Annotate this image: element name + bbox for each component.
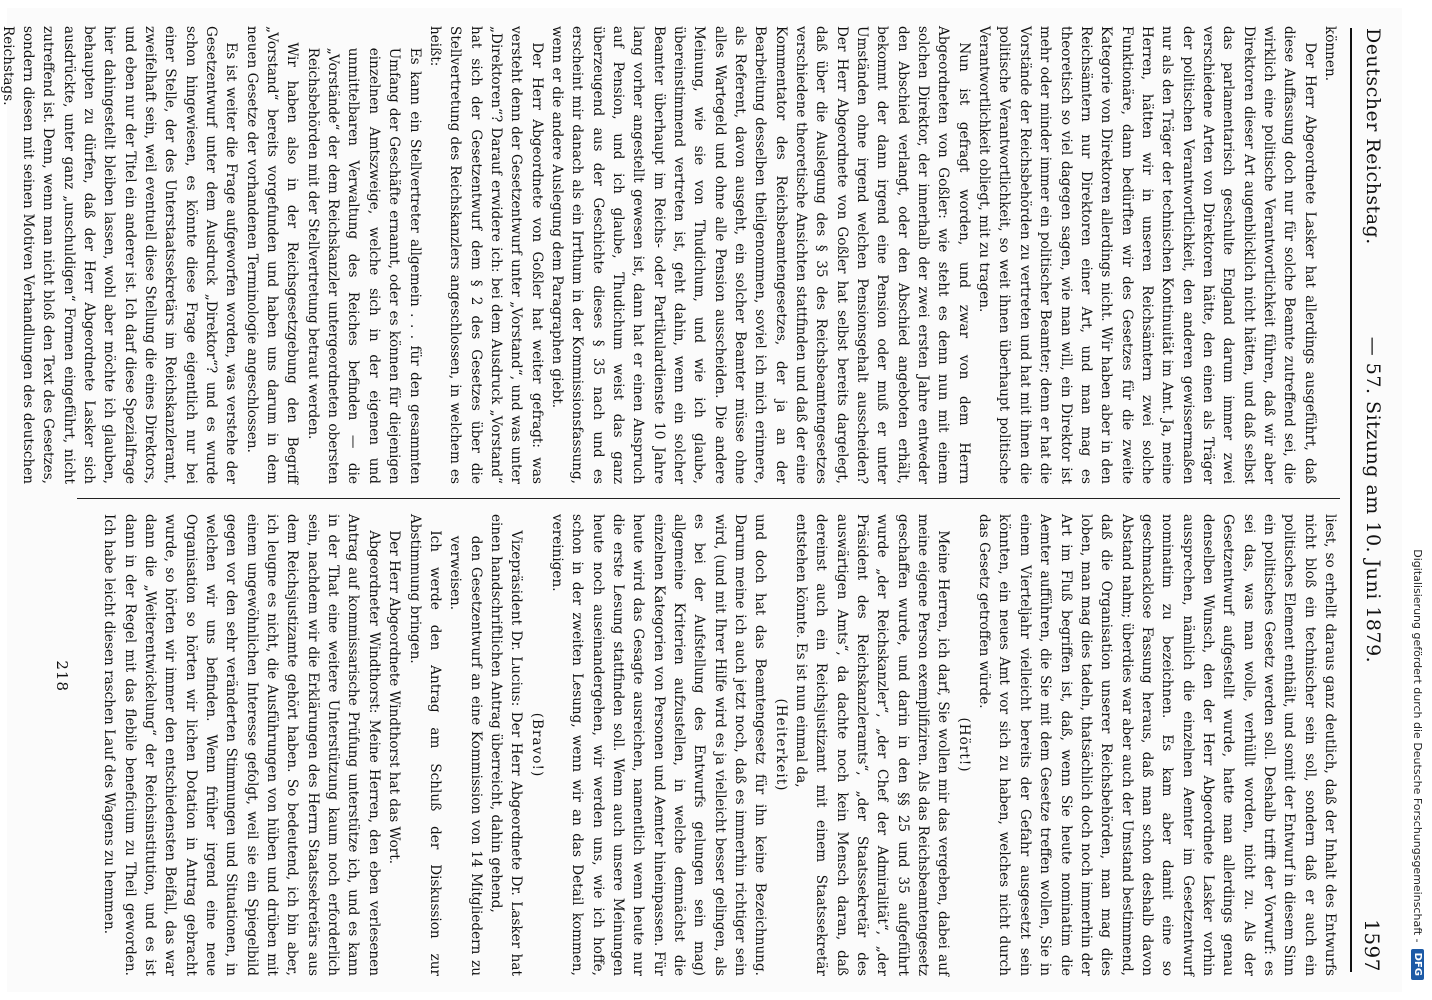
quoted-paragraph: Es kann ein Stellvertreter allgemein . . . für den gesammten Umfang der Geschäfte ernannt, oder es können für diejenigen einzelnen Amtszweige, welche sich in der eigenen und unmittelbaren Verwaltung des Reiches befinden — die „Vorstände“ der dem Reichskanzler untergeordneten obersten Reichsbehörden mit der Stellvertretung betraut werden. [304,47,423,484]
scanned-page [0,8,1402,992]
paragraph: Meine Herren, ich darf, Sie wollen mir das vergeben, dabei auf meine eigene Person exemplifiziren. Als das Reichsbeamtengesetz geschaffen wurde, und darin in den §§ 25 und 35 aufgeführt wurde „der Reichskanzler“, „der Chef der Admiralität“, „der Präsident des Reichskanzleramts“, „der Staatssekretär des auswärtigen Amts“, da dachte noch kein Mensch daran, daß dereinst auch ein Reichsjustizamt mit einem Staatssekretär entstehen könnte. Es ist nun einmal da, [793,514,952,976]
paragraph: Ich werde den Antrag am Schluß der Diskussion zur Abstimmung bringen. [406,514,443,976]
paragraph: Der Herr Abgeordnete Windthorst hat das Wort. [386,530,403,865]
paragraph: Nun ist gefragt worden, und zwar von dem Herrn Abgeordneten von Goßler: wie steht es denn nun mit einem solchen Direktor, der innerhalb der zwei ersten Jahre entweder den Abschied verlangt, oder den Abschied angeboten erhält, bekommt der dann irgend eine Pension oder muß er unter Umständen ohne irgend welchen Pensionsgehalt ausscheiden? Der Herr Abgeordnete von Goßler hat selbst bereits dargelegt, daß über die Auslegung des § 35 des Reichsbeamtengesetzes verschiedene theoretische Ansichten stattfinden und daß der eine Kommentator des Reichsbeamtengesetzes, der ja an der Bearbeitung desselben theilgenommen, soviel ich mich erinnere, als Referent, davon ausgeht, ein solcher Beamter müsse ohne alles Wartegeld und ohne alle Pension ausscheiden. Die andere Meinung, wie sie von Thudichum, und wie ich glaube, übereinstimmend vertreten ist, geht dahin, wenn ein solcher Beamter überhaupt im Reichs- oder Partikulardienste 10 Jahre lang vorher angestellt gewesen ist, dann hat er einen Anspruch auf Pension, und ich glaube, Thudichum weist das ganz überzeugend aus der Geschichte dieses § 35 nach und es erscheint mir danach als ein Irrthum in der Kommissionsfassung, wenn er die andere Auslegung dem Paragraphen giebt. [548,26,972,484]
paragraph: Wir haben also in der Reichsgesetzgebung den Begriff „Vorstand“ bereits vorgefunden und haben uns darum in dem neuen Gesetze der vorhandenen Terminologie angeschlossen. [243,26,301,484]
header-publication: Deutscher Reichstag. [1362,28,1384,245]
header-session: — 57. Sitzung am 10. Juni 1879. [1362,336,1384,664]
dfg-logo: DFG [1411,949,1424,980]
paragraph: Der Herr Abgeordnete Lasker hat allerdings ausgeführt, daß diese Auffassung doch nur für solche Beamte zutreffend sei, die wirklich eine politische Verantwortlichkeit führen, daß wir aber Direktoren dieser Art augenblicklich nicht hätten, und daß selbst das parlamentarisch geschulte England darum immer zwei verschiedene Arten von Direktoren hätte, den einen als Träger der politischen Verantwortlichkeit, den anderen gewissermaßen nur als den Träger der technischen Kontinuität im Amt. Ja, meine Herren, hätten wir in unseren Reichsämtern zwei solche Funktionäre, dann bedürften wir des Gesetzes für die zweite Kategorie von Direktoren allerdings nicht. Wir haben aber in den Reichsämtern nur Direktoren einer Art, und man mag es theoretisch so viel dagegen sagen, wie man will, ein Direktor ist mehr oder minder immer ein politischer Beamter; denn er hat die Vorstände der Reichsbehörden zu vertreten und hat mit ihnen die politische Verantwortlichkeit, so weit ihnen überhaupt politische Verantwortlichkeit obliegt, mit zu tragen. [976,26,1318,484]
page-number: 1597 [1360,919,1384,972]
header-rule [1350,28,1352,972]
credit-text: Digitalisierung gefördert durch die Deutsche Forschungsgemeinschaft - [1411,549,1424,943]
interjection: (Bravo!) [528,712,545,778]
paragraph: und doch hat das Beamtengesetz für ihn keine Bezeichnung. Darum meine ich auch jetzt noch, daß es immerhin richtiger sein wird, (und mit Ihrer Hilfe wird es ja vielleicht besser gelingen, als es bei der Aufstellung des Entwurfs gelungen sein mag) allgemeine Kriterien aufzustellen, in welche demnächst die einzelnen Kategorien von Personen und Aemter hineinpassen. Für heute wird das Gesagte ausreichen, namentlich wenn heute nur die erste Lesung stattfinden soll. Wenn auch unsere Meinungen heute noch auseinandergehen, wir werden uns, wie ich hoffe, schon in der zweiten Lesung, wenn wir an das Detail kommen, vereinigen. [548,514,769,976]
paragraph: Vizepräsident Dr. Lucius: Der Herr Abgeordnete Dr. Lasker hat einen handschriftlichen Antrag überreicht, dahin gehend, [487,514,525,976]
text-column-right [77,514,1340,976]
paragraph: Abgeordneter Windthorst: Meine Herren, den eben verlesenen Antrag auf kommissarische Prüfung unterstütze ich, und es kann in der That eine weitere Unterstützung kaum noch erforderlich sein, nachdem wir die Erklärungen des Herrn Staatssekretärs aus dem Reichsjustizamte gehört haben. So bedeutend, ich bin aber, ich leugne es nicht, die Ausführungen von hüben und drüben mit einem ungewöhnlichen Interesse gefolgt, weil sie ein Spiegelbild gegen vor den sehr veränderten Stimmungen und Situationen, in welchen wir uns befinden. Wenn früher irgend eine neue Organisation so hörten wir lichen Dotation in Antrag gebracht wurde, so hörten wir immer den entschiedensten Beifall, das war dann die „Weiterentwickelung“ der Reichsinstitution, und es ist dann in der Regel mit das flebile beneficium zu Theil geworden. Ich habe leicht diesen raschen Lauf des Wagens zu hemmen. [101,514,382,976]
interjection: (Heiterkeit) [772,698,789,792]
paragraph: können. [1322,26,1338,82]
paragraph: liest, so erhellt daraus ganz deutlich, daß der Inhalt des Entwurfs nicht bloß ein technischer sein soll, sondern daß er auch ein politisches Element enthält, und somit der Entwurf in diesem Sinn ein politisches Gesetz werden soll. Deshalb trifft der Vorwurf: es sei das, was man wolle, verhüllt worden, nicht zu. Als der Gesetzentwurf aufgestellt wurde, hatte man allerdings genau denselben Wunsch, den der Herr Abgeordnete Lasker vorhin aussprechen, nämlich die einzelnen Aemter im Gesetzentwurf nominatim zu bezeichnen. Es kam aber damit eine so geschmacklose Fassung heraus, daß man schon deshalb davon Abstand nahm; überdies war aber auch der Umstand bestimmend, daß die Organisation unserer Reichsbehörden, man mag dies loben, man mag dies tadeln, thatsächlich doch noch immerhin der Art im Fluß begriffen ist, daß, wenn Sie heute nominatim die Aemter aufführen, die Sie mit dem Gesetze treffen wollen, Sie in einem Vierteljahr vielleicht bereits der Gefahr ausgesetzt sein könnten, ein neues Amt vor sich zu haben, welches nicht durch das Gesetz getroffen würde. [976,514,1338,976]
digitization-credit-strip [1402,0,1432,1000]
paragraph: Der Herr Abgeordnete von Goßler hat weiter gefragt: was versteht denn der Gesetzentwurf unter „Vorstand“, und was unter „Direktoren“? Darauf erwidere ich: bei dem Ausdruck „Vorstand“ hat sich der Gesetzentwurf dem § 2 des Gesetzes über die Stellvertretung des Reichskanzlers angeschlossen, in welchem es heißt: [426,26,545,484]
page-header [1350,28,1390,972]
paragraph: Es ist weiter die Frage aufgeworfen worden, was verstehe der Gesetzentwurf unter dem Ausdruck „Direktor“? und es wurde schon hingewiesen, es könnte diese Frage eigentlich nur bei einer Stelle, der des Unterstaatssekretärs im Reichskanzleramt, zweifelhaft sein, weil eventuell diese Stellung die eines Direktors, und eben nur der Titel ein anderer ist. Ich darf diese Spezialfrage hier dahingestellt bleiben lassen, wohl aber möchte ich glauben, behaupten zu dürfen, daß der Herr Abgeordnete Lasker sich ausdrückte, unter ganz „unschuldigen“ Formen eingeführt, nicht zutreffend ist. Denn, wenn man nicht bloß den Text des Gesetzes, sondern diesen mit seinen Motiven Verhandlungen des deutschen Reichstags. [0,26,240,484]
motion-text: den Gesetzentwurf an eine Kommission von 14 Mitgliedern zu verweisen. [447,535,484,976]
interjection: (Hört!) [955,717,972,773]
signature-mark: 218 [53,660,71,692]
digitization-credit [1411,549,1424,980]
column-divider [77,498,1340,499]
text-column-left [0,26,1340,484]
